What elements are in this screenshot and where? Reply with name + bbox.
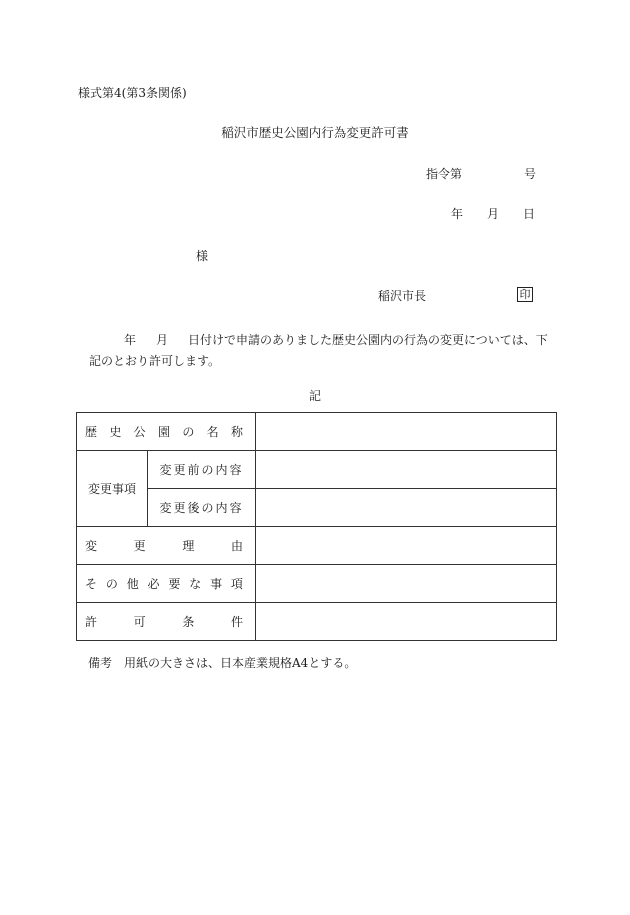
label-park-name bbox=[77, 413, 256, 451]
char: の bbox=[182, 425, 195, 439]
row-change-after bbox=[77, 489, 557, 527]
value-conditions[interactable] bbox=[256, 603, 557, 641]
char: 由 bbox=[230, 539, 243, 553]
remark-label: 備考 bbox=[88, 656, 113, 670]
ki-heading: 記 bbox=[308, 389, 321, 403]
details-table bbox=[76, 412, 557, 641]
char: 理 bbox=[182, 539, 195, 553]
value-other[interactable] bbox=[256, 565, 557, 603]
char: 条 bbox=[182, 615, 195, 629]
directive-prefix: 指令第 bbox=[426, 167, 463, 181]
char: 項 bbox=[230, 577, 243, 591]
char: 公 bbox=[133, 425, 146, 439]
row-reason bbox=[77, 527, 557, 565]
char: 称 bbox=[230, 425, 243, 439]
date-year: 年 bbox=[451, 207, 464, 221]
label-after: 変更後の内容 bbox=[148, 489, 256, 527]
row-other bbox=[77, 565, 557, 603]
char: 件 bbox=[230, 615, 243, 629]
char: 他 bbox=[126, 577, 139, 591]
seal-mark: 印 bbox=[517, 287, 533, 302]
char: 許 bbox=[85, 615, 98, 629]
value-reason[interactable] bbox=[256, 527, 557, 565]
label-conditions bbox=[77, 603, 256, 641]
value-before[interactable] bbox=[256, 451, 557, 489]
remark bbox=[88, 657, 356, 669]
body-line-1 bbox=[89, 330, 548, 351]
label-before: 変更前の内容 bbox=[148, 451, 256, 489]
date-month: 月 bbox=[487, 207, 500, 221]
body-rest: 日付けで申請のありました歴史公園内の行為の変更については、下 bbox=[188, 333, 548, 347]
issue-date bbox=[451, 208, 535, 220]
park-name-chars bbox=[85, 423, 255, 440]
char: 名 bbox=[206, 425, 219, 439]
issuer-name: 稲沢市長 bbox=[378, 289, 427, 303]
other-chars bbox=[85, 575, 255, 592]
document-title: 稲沢市歴史公園内行為変更許可書 bbox=[221, 125, 409, 140]
char: な bbox=[189, 577, 202, 591]
char: 要 bbox=[168, 577, 181, 591]
row-park-name bbox=[77, 413, 557, 451]
directive-suffix: 号 bbox=[524, 167, 537, 181]
label-other bbox=[77, 565, 256, 603]
form-number: 様式第4(第3条関係) bbox=[78, 86, 187, 100]
char: 必 bbox=[147, 577, 160, 591]
char: そ bbox=[85, 577, 98, 591]
body-line-2: 記のとおり許可します。 bbox=[89, 354, 221, 368]
char: 史 bbox=[109, 425, 122, 439]
addressee: 様 bbox=[196, 249, 209, 263]
date-day: 日 bbox=[523, 207, 536, 221]
char: 園 bbox=[157, 425, 170, 439]
body-text bbox=[89, 330, 548, 372]
reason-chars bbox=[85, 537, 255, 554]
char: 更 bbox=[133, 539, 146, 553]
row-change-before bbox=[77, 451, 557, 489]
char: 歴 bbox=[85, 425, 98, 439]
remark-text: 用紙の大きさは、日本産業規格A4とする。 bbox=[124, 656, 357, 670]
conditions-chars bbox=[85, 613, 255, 630]
body-month: 月 bbox=[156, 333, 169, 347]
char: の bbox=[105, 577, 118, 591]
row-conditions bbox=[77, 603, 557, 641]
char: 変 bbox=[85, 539, 98, 553]
value-after[interactable] bbox=[256, 489, 557, 527]
body-year: 年 bbox=[124, 333, 137, 347]
char: 可 bbox=[133, 615, 146, 629]
value-park-name[interactable] bbox=[256, 413, 557, 451]
directive-number bbox=[426, 168, 536, 180]
label-change-items: 変更事項 bbox=[77, 451, 148, 527]
char: 事 bbox=[210, 577, 223, 591]
label-reason bbox=[77, 527, 256, 565]
